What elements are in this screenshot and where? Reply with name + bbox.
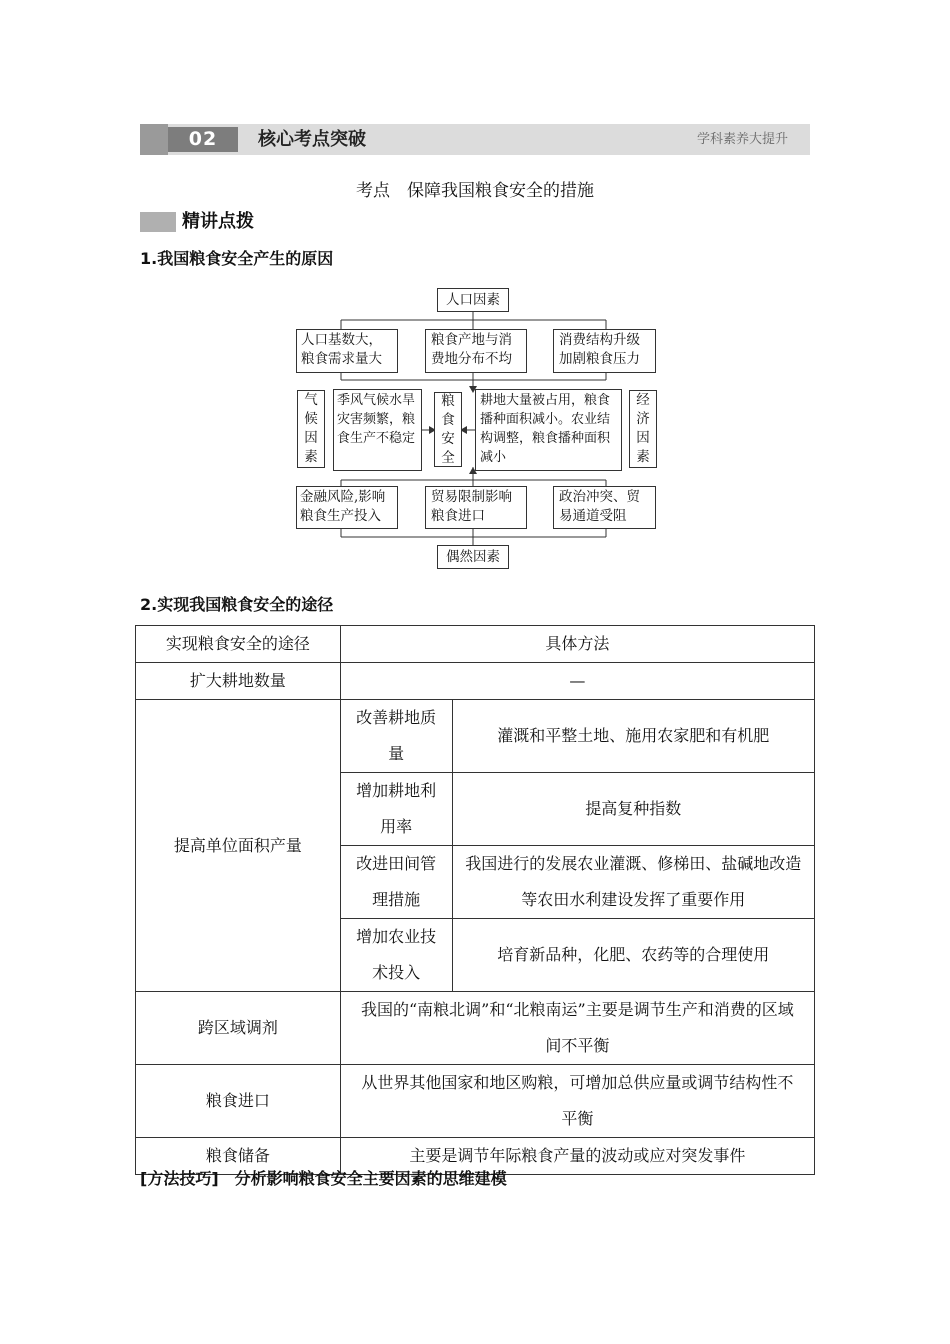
section2-title: 2.实现我国粮食安全的途径: [140, 595, 334, 614]
table-cell: 从世界其他国家和地区购粮，可增加总供应量或调节结构性不平衡: [340, 1065, 814, 1138]
table-cell: 培育新品种，化肥、农药等的合理使用: [452, 919, 814, 992]
table-cell: 提高复种指数: [452, 773, 814, 846]
table-cell: 我国进行的发展农业灌溉、修梯田、盐碱地改造等农田水利建设发挥了重要作用: [452, 846, 814, 919]
diagram-climate-cause: 季风气候水旱灾害频繁，粮食生产不稳定: [333, 389, 422, 471]
table-header-cell: 具体方法: [340, 626, 814, 663]
method-tip-heading: [方法技巧] 分析影响粮食安全主要因素的思维建模: [140, 1169, 507, 1188]
table-row: [136, 700, 815, 773]
table-cell: 提高单位面积产量: [136, 700, 341, 992]
table-row: [136, 663, 815, 700]
diagram-food-security: [434, 392, 462, 467]
table-cell: 粮食进口: [136, 1065, 341, 1138]
diagram-pop-cause-3: 消费结构升级加剧粮食压力: [553, 329, 656, 373]
diagram-pop-cause-1: 人口基数大，粮食需求量大: [296, 329, 398, 373]
table-cell: 改善耕地质量: [340, 700, 452, 773]
diagram-climate-factor: [297, 390, 325, 468]
banner-subtitle: 学科素养大提升: [696, 132, 788, 147]
diagram-economic-factor: [629, 390, 657, 468]
diagram-accident-factor: 偶然因素: [437, 545, 509, 569]
diagram-climate-label: 气候因素: [304, 392, 318, 465]
section1-title: 1.我国粮食安全产生的原因: [140, 249, 334, 268]
table-cell: 主要是调节年际粮食产量的波动或应对突发事件: [340, 1138, 814, 1175]
section-banner: [140, 124, 810, 155]
table-cell: 灌溉和平整土地、施用农家肥和有机肥: [452, 700, 814, 773]
table-header-cell: 实现粮食安全的途径: [136, 626, 341, 663]
table-cell: 我国的“南粮北调”和“北粮南运”主要是调节生产和消费的区域间不平衡: [340, 992, 814, 1065]
topic-title: 考点 保障我国粮食安全的措施: [356, 181, 594, 201]
table-cell: 增加耕地利用率: [340, 773, 452, 846]
table-cell: 跨区域调剂: [136, 992, 341, 1065]
table-cell: 改进田间管理措施: [340, 846, 452, 919]
subsection-marker: [140, 212, 176, 232]
table-cell: 粮食储备: [136, 1138, 341, 1175]
diagram-economic-label: 经济因素: [636, 392, 650, 465]
table-cell: 扩大耕地数量: [136, 663, 341, 700]
diagram-pop-cause-2: 粮食产地与消费地分布不均: [425, 329, 527, 373]
diagram-economic-cause: 耕地大量被占用，粮食播种面积减小。农业结构调整，粮食播种面积减小: [475, 389, 622, 471]
table-cell: 增加农业技术投入: [340, 919, 452, 992]
diagram-center-label: 粮食安全: [441, 392, 455, 466]
subsection-title: 精讲点拨: [182, 211, 254, 232]
diagram-accident-cause-1: 金融风险,影响粮食生产投入: [296, 486, 398, 529]
table-row: [136, 992, 815, 1065]
table-cell: —: [340, 663, 814, 700]
banner-left-block: [140, 124, 168, 155]
table-row: [136, 1065, 815, 1138]
diagram-population-factor: 人口因素: [437, 288, 509, 312]
measures-table: [135, 625, 815, 1175]
banner-title: 核心考点突破: [258, 129, 366, 150]
table-header-row: [136, 626, 815, 663]
diagram-accident-cause-2: 贸易限制影响粮食进口: [425, 486, 527, 529]
banner-number: 02: [168, 127, 238, 152]
diagram-accident-cause-3: 政治冲突、贸易通道受阻: [553, 486, 656, 529]
